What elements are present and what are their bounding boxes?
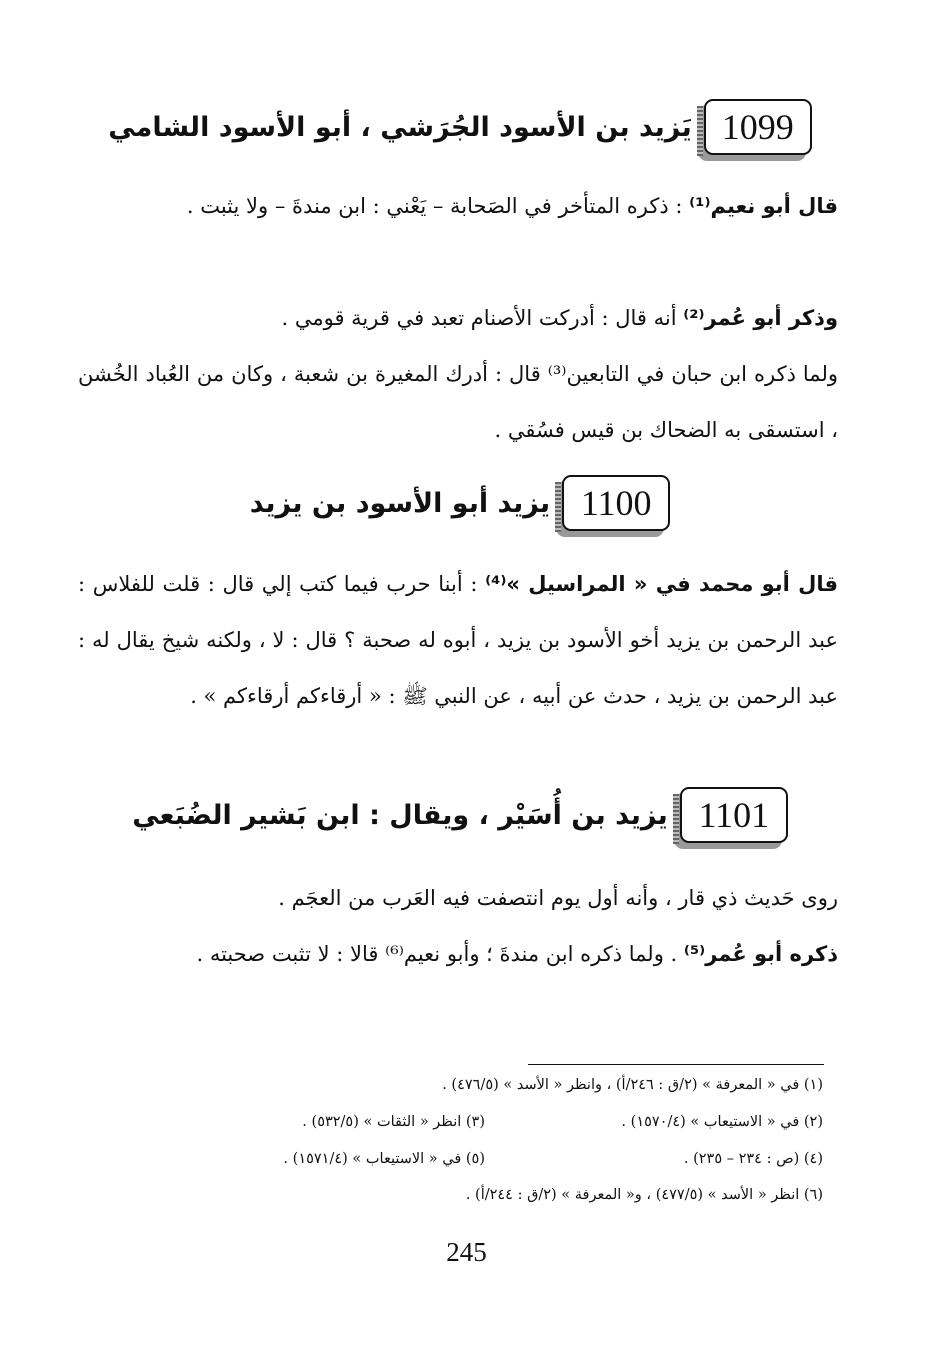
entry-number: 1099 bbox=[721, 107, 794, 147]
footnote-5: (٥) في « الاستيعاب » (١٥٧١/٤) . bbox=[283, 1151, 485, 1167]
paragraph bbox=[78, 346, 838, 458]
entry-number-box bbox=[680, 787, 788, 843]
paragraph bbox=[78, 178, 838, 234]
entry-title: يزيد أبو الأسود بن يزيد bbox=[249, 487, 551, 519]
page-number: 245 bbox=[446, 1237, 487, 1267]
paragraph-text: أنه قال : أدركت الأصنام تعبد في قرية قومي . bbox=[281, 306, 684, 330]
paragraph-lead: وذكر أبو عُمر⁽²⁾ bbox=[683, 306, 838, 330]
entry-heading bbox=[80, 780, 840, 850]
paragraph bbox=[78, 556, 838, 724]
footnote-1: (١) في « المعرفة » (٢/ق : ٢٤٦/أ) ، وانظر « الأسد » (٤٧٦/٥) . bbox=[442, 1077, 823, 1093]
entry-heading bbox=[80, 92, 840, 162]
paragraph-lead: قال أبو نعيم⁽¹⁾ bbox=[689, 194, 838, 218]
paragraph-text: : أبنا حرب فيما كتب إلي قال : قلت للفلاس : عبد الرحمن بن يزيد أخو الأسود بن يزيد ، أبوه له صحبة ؟ قال : لا ، ولكنه شيخ يقال له : عبد الرحمن بن يزيد ، حدث عن أبيه ، عن النبي ﷺ : « أرقاءكم أرقاءكم » . bbox=[78, 572, 838, 708]
paragraph-text: روى حَديث ذي قار ، وأنه أول يوم انتصفت فيه العَرب من العجَم . bbox=[278, 886, 838, 910]
paragraph bbox=[78, 290, 838, 346]
paragraph-text: ولما ذكره ابن حبان في التابعين⁽³⁾ قال : أدرك المغيرة بن شعبة ، وكان من العُباد الخُشن ، استسقى به الضحاك بن قيس فسُقي . bbox=[78, 362, 838, 442]
entry-number-box bbox=[704, 99, 812, 155]
paragraph bbox=[78, 870, 838, 926]
footnote-6: (٦) انظر « الأسد » (٤٧٧/٥) ، و« المعرفة » (٢/ق : ٢٤٤/أ) . bbox=[465, 1187, 823, 1203]
entry-heading bbox=[80, 468, 840, 538]
paragraph bbox=[78, 926, 838, 982]
entry-number-box bbox=[562, 475, 670, 531]
paragraph-text: : ذكره المتأخر في الصَحابة – يَعْني : ابن مندةَ – ولا يثبت . bbox=[186, 194, 690, 218]
footnote-rule bbox=[528, 1064, 824, 1065]
entry-title: يزيد بن أُسَيْر ، ويقال : ابن بَشير الضُبَعي bbox=[132, 799, 668, 831]
entry-number: 1100 bbox=[580, 483, 652, 523]
footnote-4: (٤) (ص : ٢٣٤ – ٢٣٥) . bbox=[683, 1151, 823, 1167]
footnote-2: (٢) في « الاستيعاب » (١٥٧٠/٤) . bbox=[621, 1114, 823, 1130]
entry-number: 1101 bbox=[698, 795, 770, 835]
paragraph-lead: قال أبو محمد في « المراسيل »⁽⁴⁾ bbox=[485, 572, 838, 596]
paragraph-text: . ولما ذكره ابن مندةَ ؛ وأبو نعيم⁽⁶⁾ قالا : لا تثبت صحبته . bbox=[196, 942, 684, 966]
entry-title: يَزيد بن الأسود الجُرَشي ، أبو الأسود الشامي bbox=[108, 111, 692, 143]
footnote-3: (٣) انظر « الثقات » (٥٣٢/٥) . bbox=[302, 1114, 485, 1130]
paragraph-lead: ذكره أبو عُمر⁽⁵⁾ bbox=[683, 942, 838, 966]
